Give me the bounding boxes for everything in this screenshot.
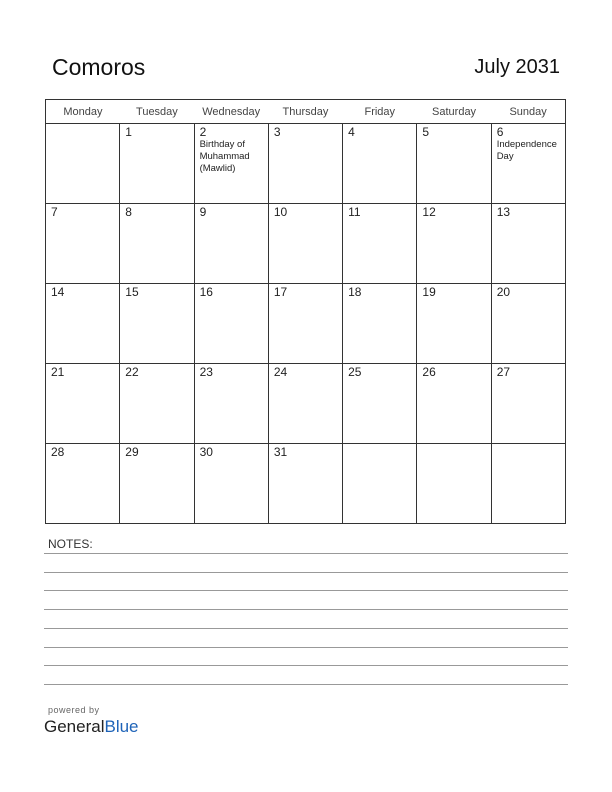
brand-blue: Blue xyxy=(104,717,139,736)
day-cell[interactable] xyxy=(268,364,342,444)
day-cell[interactable] xyxy=(343,124,417,204)
powered-by-text: powered by xyxy=(48,705,100,715)
day-number: 25 xyxy=(348,365,362,379)
day-cell[interactable] xyxy=(194,444,268,524)
day-cell[interactable] xyxy=(120,204,194,284)
day-cell[interactable] xyxy=(194,204,268,284)
country-title: Comoros xyxy=(52,54,146,80)
day-cell[interactable] xyxy=(343,444,417,524)
weekday-monday: Monday xyxy=(46,100,120,124)
day-number: 28 xyxy=(51,445,65,459)
day-cell[interactable] xyxy=(491,444,565,524)
day-cell[interactable] xyxy=(46,364,120,444)
notes-line xyxy=(44,572,568,573)
day-cell[interactable] xyxy=(194,364,268,444)
brand-general: General xyxy=(44,717,105,736)
day-number: 22 xyxy=(125,365,139,379)
week-row xyxy=(46,364,566,444)
day-number: 11 xyxy=(348,205,361,219)
day-cell[interactable] xyxy=(491,124,565,204)
day-number: 4 xyxy=(348,125,355,139)
week-row xyxy=(46,124,566,204)
weekday-friday: Friday xyxy=(343,100,417,124)
day-cell[interactable] xyxy=(491,204,565,284)
day-cell[interactable] xyxy=(268,444,342,524)
day-cell[interactable] xyxy=(417,444,491,524)
notes-label: NOTES: xyxy=(48,537,93,551)
day-cell[interactable] xyxy=(343,284,417,364)
day-number: 26 xyxy=(422,365,436,379)
notes-line xyxy=(44,684,568,685)
day-cell[interactable] xyxy=(46,444,120,524)
day-number: 6 xyxy=(496,125,504,139)
day-cell[interactable] xyxy=(491,364,565,444)
generalblue-logo[interactable] xyxy=(44,717,139,737)
day-cell[interactable] xyxy=(46,204,120,284)
day-number: 16 xyxy=(199,285,213,299)
day-number: 9 xyxy=(199,205,207,219)
day-cell[interactable] xyxy=(120,444,194,524)
day-number: 13 xyxy=(496,205,511,219)
day-number: 10 xyxy=(273,205,288,219)
notes-line xyxy=(44,665,568,666)
weekday-tuesday: Tuesday xyxy=(120,100,194,124)
day-number: 27 xyxy=(496,365,511,379)
day-number: 19 xyxy=(422,285,436,299)
weekday-wednesday: Wednesday xyxy=(194,100,268,124)
day-number: 30 xyxy=(199,445,213,459)
week-row xyxy=(46,204,566,284)
day-cell[interactable] xyxy=(120,124,194,204)
day-number: 20 xyxy=(496,285,511,299)
month-title: July 2031 xyxy=(474,56,560,78)
holiday-label: Birthday of Muhammad (Mawlid) xyxy=(199,139,250,174)
day-number: 14 xyxy=(51,285,65,299)
week-row xyxy=(46,444,566,524)
day-cell[interactable] xyxy=(120,284,194,364)
day-number: 12 xyxy=(422,205,436,219)
day-cell[interactable] xyxy=(343,204,417,284)
day-cell[interactable] xyxy=(491,284,565,364)
day-cell[interactable] xyxy=(194,124,268,204)
day-number: 21 xyxy=(51,365,65,379)
calendar-grid xyxy=(45,99,566,524)
notes-line xyxy=(44,590,568,591)
day-number: 15 xyxy=(125,285,139,299)
day-cell[interactable] xyxy=(194,284,268,364)
week-row xyxy=(46,284,566,364)
day-cell[interactable] xyxy=(417,364,491,444)
day-number: 7 xyxy=(51,205,58,219)
day-cell[interactable] xyxy=(417,204,491,284)
day-cell[interactable] xyxy=(268,284,342,364)
day-cell[interactable] xyxy=(268,204,342,284)
day-cell[interactable] xyxy=(417,284,491,364)
notes-line xyxy=(44,553,568,554)
weekday-saturday: Saturday xyxy=(417,100,491,124)
weekday-thursday: Thursday xyxy=(268,100,342,124)
weekday-header-row xyxy=(46,100,566,124)
day-number: 5 xyxy=(422,125,430,139)
day-number: 29 xyxy=(125,445,139,459)
day-cell[interactable] xyxy=(46,284,120,364)
day-number: 23 xyxy=(199,365,213,379)
notes-line xyxy=(44,609,568,610)
holiday-label: Independence Day xyxy=(496,139,557,162)
notes-line xyxy=(44,628,568,629)
day-cell[interactable] xyxy=(417,124,491,204)
day-number: 8 xyxy=(125,205,132,219)
day-number: 31 xyxy=(273,445,288,459)
day-number: 1 xyxy=(125,125,132,139)
day-number: 17 xyxy=(273,285,288,299)
day-number: 2 xyxy=(199,125,207,139)
weekday-sunday: Sunday xyxy=(491,100,565,124)
day-number: 18 xyxy=(348,285,362,299)
day-cell[interactable] xyxy=(268,124,342,204)
notes-line xyxy=(44,647,568,648)
day-number: 3 xyxy=(273,125,281,139)
day-cell[interactable] xyxy=(343,364,417,444)
day-number: 24 xyxy=(273,365,288,379)
day-cell[interactable] xyxy=(46,124,120,204)
day-cell[interactable] xyxy=(120,364,194,444)
